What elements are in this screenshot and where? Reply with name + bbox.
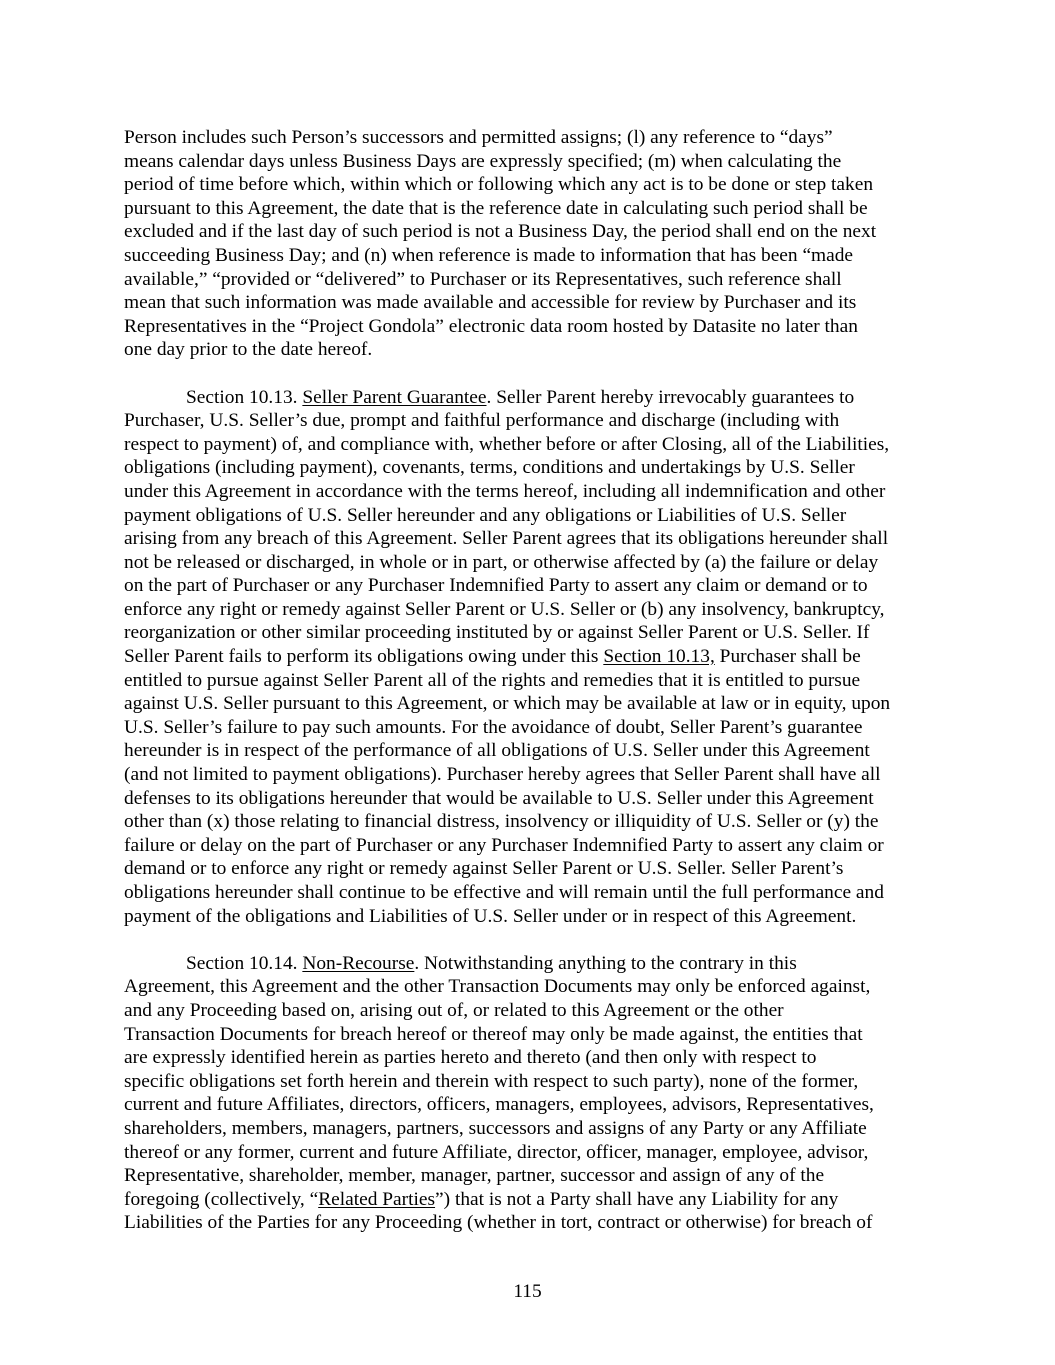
document-page [124,126,932,1235]
text-line: Purchaser, U.S. Seller’s due, prompt and faithful performance and discharge (including with [124,410,840,432]
section-10-13-number: Section 10.13. [186,386,298,408]
text-line: against U.S. Seller pursuant to this Agreement, or which may be available at law or in equity, upon [124,693,891,715]
section-10-14-paragraph [124,952,932,1235]
text-line: under this Agreement in accordance with the terms hereof, including all indemnification and other [124,480,886,502]
text-line: Person includes such Person’s successors and permitted assigns; (l) any reference to “days” [124,127,833,148]
defined-line-before: foregoing (collectively, “ [124,1188,319,1210]
text-line: mean that such information was made available and accessible for review by Purchaser and its [124,292,857,314]
text-line: obligations (including payment), covenants, terms, conditions and undertakings by U.S. Seller [124,457,855,479]
text-line: payment obligations of U.S. Seller hereunder and any obligations or Liabilities of U.S. Seller [124,504,847,526]
text-line: thereof or any former, current and future Affiliate, director, officer, manager, employee, advisor, [124,1141,869,1163]
text-line: shareholders, members, managers, partners, successors and assigns of any Party or any Affiliate [124,1117,867,1139]
text-line: are expressly identified herein as parties hereto and thereto (and then only with respect to [124,1047,817,1069]
page-number: 115 [513,1281,542,1302]
text-line: payment of the obligations and Liabilities of U.S. Seller under or in respect of this Agreement. [124,905,857,927]
text-line: entitled to pursue against Seller Parent all of the rights and remedies that it is entitled to pursue [124,669,861,691]
section-10-14-number: Section 10.14. [186,952,298,974]
section-10-13-paragraph [124,386,932,929]
xref-line-after: Purchaser shall be [714,646,861,668]
section-10-13-first-line [124,386,932,410]
related-parties-definition-line [124,1188,932,1212]
text-line: demand or to enforce any right or remedy against Seller Parent or U.S. Seller. Seller Parent’s [124,858,844,880]
text-line: current and future Affiliates, directors, officers, managers, employees, advisors, Representatives, [124,1094,874,1116]
text-line: Representative, shareholder, member, manager, partner, successor and assign of any of the [124,1165,825,1187]
section-10-13-first-line-text: . Seller Parent hereby irrevocably guarantees to [486,386,855,408]
text-line: Liabilities of the Parties for any Proceeding (whether in tort, contract or otherwise) for breach of [124,1212,873,1234]
text-line: period of time before which, within which or following which any act is to be done or step taken [124,174,874,196]
section-10-14-heading: Non-Recourse [302,952,415,974]
text-line: U.S. Seller’s failure to pay such amounts. For the avoidance of doubt, Seller Parent’s guarantee [124,716,863,738]
text-line: succeeding Business Day; and (n) when reference is made to information that has been “made [124,244,854,266]
text-line: enforce any right or remedy against Seller Parent or U.S. Seller or (b) any insolvency, bankruptcy, [124,598,885,620]
section-10-13-xref-line [124,645,932,669]
section-10-13-cross-reference-link[interactable]: Section 10.13, [603,646,715,668]
text-line: available,” “provided or “delivered” to Purchaser or its Representatives, such reference shall [124,268,842,290]
text-line: pursuant to this Agreement, the date that is the reference date in calculating such period shall be [124,197,868,219]
section-10-14-first-line [124,952,932,976]
section-10-14-first-line-text: . Notwithstanding anything to the contrary in this [414,952,797,974]
text-line: respect to payment) of, and compliance with, whether before or after Closing, all of the Liabilities, [124,433,890,455]
text-line: (and not limited to payment obligations). Purchaser hereby agrees that Seller Parent shall have all [124,764,881,786]
text-line: defenses to its obligations hereunder that would be available to U.S. Seller under this Agreement [124,787,874,809]
text-line: other than (x) those relating to financial distress, insolvency or illiquidity of U.S. Seller or (y) the [124,811,879,833]
text-line: on the part of Purchaser or any Purchaser Indemnified Party to assert any claim or demand or to [124,575,868,597]
text-line: specific obligations set forth herein and therein with respect to such party), none of the former, [124,1070,859,1092]
text-line: obligations hereunder shall continue to be effective and will remain until the full performance and [124,882,884,903]
text-line: hereunder is in respect of the performance of all obligations of U.S. Seller under this Agreement [124,740,870,762]
xref-line-before: Seller Parent fails to perform its obligations owing under this [124,646,604,668]
text-line: excluded and if the last day of such period is not a Business Day, the period shall end on the next [124,221,877,243]
paragraph-definitions-continued [124,126,932,362]
defined-line-after: ”) that is not a Party shall have any Liability for any [435,1188,839,1210]
text-line: arising from any breach of this Agreement. Seller Parent agrees that its obligations hereunder shall [124,528,889,550]
text-line: failure or delay on the part of Purchaser or any Purchaser Indemnified Party to assert any claim or [124,834,884,856]
text-line: reorganization or other similar proceeding instituted by or against Seller Parent or U.S. Seller. If [124,622,870,644]
section-10-13-heading: Seller Parent Guarantee [302,386,487,408]
text-line: one day prior to the date hereof. [124,339,373,361]
text-line: not be released or discharged, in whole or in part, or otherwise affected by (a) the failure or delay [124,551,879,573]
text-line: Agreement, this Agreement and the other Transaction Documents may only be enforced against, [124,976,871,998]
text-line: Representatives in the “Project Gondola” electronic data room hosted by Datasite no later than [124,315,858,337]
defined-term-related-parties: Related Parties [318,1188,436,1210]
text-line: means calendar days unless Business Days are expressly specified; (m) when calculating the [124,150,842,172]
text-line: Transaction Documents for breach hereof or thereof may only be made against, the entities that [124,1023,863,1045]
text-line: and any Proceeding based on, arising out of, or related to this Agreement or the other [124,999,784,1021]
